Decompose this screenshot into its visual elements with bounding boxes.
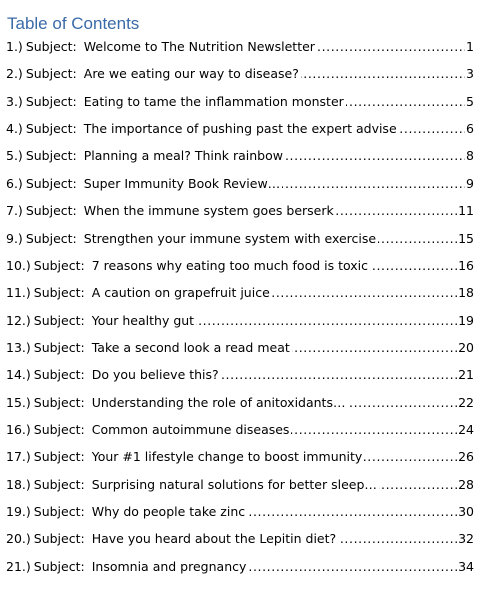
- toc-entry[interactable]: [6, 421, 474, 439]
- entry-page-number: 34: [458, 558, 474, 574]
- entry-page-number: 22: [458, 394, 474, 410]
- entry-page-number: 11: [458, 203, 474, 219]
- entry-topic: Have you heard about the Lepitin diet?: [91, 531, 337, 547]
- entry-page-number: 28: [458, 476, 474, 492]
- entry-number: 18.): [6, 476, 31, 492]
- entry-topic: Eating to tame the inflammation monster: [83, 93, 344, 109]
- entry-number: 13.): [6, 339, 31, 355]
- entry-subject-label: Subject:: [25, 66, 77, 82]
- entry-text: [6, 231, 378, 246]
- entry-page-number: 20: [458, 339, 474, 355]
- entry-text: [6, 121, 399, 136]
- entry-text: [6, 531, 338, 546]
- entry-subject-label: Subject:: [33, 504, 85, 519]
- toc-entry[interactable]: [6, 448, 474, 466]
- entry-subject-label: Subject:: [33, 257, 85, 273]
- entry-page-number: 15: [458, 230, 474, 246]
- entry-text: [6, 39, 317, 54]
- toc-entry[interactable]: [6, 257, 474, 275]
- entry-subject-label: Subject:: [33, 558, 85, 574]
- entry-subject-label: Subject:: [33, 421, 85, 437]
- entry-subject-label: Subject:: [25, 175, 77, 191]
- entry-text: [6, 94, 346, 109]
- entry-subject-label: Subject:: [33, 531, 85, 547]
- entry-subject-label: Subject:: [25, 148, 77, 164]
- entry-page-number: 18: [458, 285, 474, 301]
- toc-entry[interactable]: [6, 93, 474, 111]
- entry-topic: 7 reasons why eating too much food is toxic: [91, 257, 369, 273]
- entry-subject-label: Subject:: [33, 367, 85, 383]
- entry-text: [6, 395, 347, 410]
- toc-title: Table of Contents: [7, 14, 140, 33]
- entry-subject-label: Subject:: [25, 230, 77, 246]
- toc-entry[interactable]: [6, 230, 474, 248]
- toc-entry[interactable]: [6, 120, 474, 138]
- entry-subject-label: Subject:: [25, 121, 77, 137]
- toc-entry[interactable]: [6, 558, 474, 576]
- entry-page-number: 1: [466, 39, 474, 54]
- entry-topic: Understanding the role of anitoxidants…: [91, 394, 346, 410]
- entry-topic: Surprising natural solutions for better sleep…: [91, 476, 377, 492]
- entry-number: 6.): [6, 175, 23, 191]
- entry-number: 20.): [6, 531, 31, 547]
- entry-text: [6, 66, 301, 81]
- entry-subject-label: Subject:: [33, 339, 85, 355]
- entry-number: 10.): [6, 257, 31, 273]
- toc-entry[interactable]: [6, 65, 474, 83]
- toc-entry[interactable]: [6, 312, 474, 330]
- toc-entry[interactable]: [6, 38, 474, 56]
- entry-text: [6, 367, 221, 382]
- entry-text: [6, 176, 282, 191]
- entry-text: [6, 285, 272, 300]
- entry-text: [6, 559, 248, 574]
- entry-number: 17.): [6, 449, 31, 465]
- toc-entry[interactable]: [6, 530, 474, 548]
- entry-page-number: 8: [466, 148, 474, 164]
- toc-entry[interactable]: [6, 147, 474, 165]
- entry-page-number: 3: [466, 66, 474, 82]
- entry-topic: Do you believe this?: [91, 367, 219, 383]
- entry-number: 1.): [6, 39, 23, 54]
- toc-entry[interactable]: [6, 394, 474, 412]
- entry-text: [6, 477, 379, 492]
- entry-subject-label: Subject:: [25, 203, 77, 219]
- entry-subject-label: Subject:: [33, 476, 85, 492]
- entry-number: 7.): [6, 203, 23, 219]
- entry-text: [6, 422, 291, 437]
- toc-entry[interactable]: [6, 339, 474, 357]
- entry-text: [6, 313, 196, 328]
- entry-topic: Take a second look a read meat: [91, 339, 290, 355]
- toc-entry[interactable]: [6, 175, 474, 193]
- entry-subject-label: Subject:: [33, 285, 85, 301]
- entry-number: 21.): [6, 558, 31, 574]
- entry-number: 12.): [6, 312, 31, 328]
- entry-number: 2.): [6, 66, 23, 82]
- entry-number: 14.): [6, 367, 31, 383]
- entry-topic: Strengthen your immune system with exercise: [83, 230, 377, 246]
- entry-page-number: 24: [458, 421, 474, 437]
- entry-topic: Super Immunity Book Review…: [83, 175, 281, 191]
- entry-subject-label: Subject:: [25, 93, 77, 109]
- entry-topic: Your #1 lifestyle change to boost immunity: [91, 449, 363, 465]
- toc-entry[interactable]: [6, 202, 474, 220]
- entry-page-number: 6: [466, 121, 474, 137]
- entry-topic: Insomnia and pregnancy: [91, 558, 247, 574]
- toc-entry[interactable]: [6, 503, 474, 521]
- entry-text: [6, 203, 336, 218]
- entry-page-number: 5: [466, 93, 474, 109]
- entry-topic: A caution on grapefruit juice: [91, 285, 270, 301]
- toc-entry[interactable]: [6, 476, 474, 494]
- entry-topic: The importance of pushing past the expert advise: [83, 121, 397, 137]
- entry-topic: When the immune system goes berserk: [83, 203, 334, 219]
- entry-number: 11.): [6, 285, 31, 301]
- entry-page-number: 26: [458, 449, 474, 465]
- entry-number: 16.): [6, 421, 31, 437]
- entry-topic: Welcome to The Nutrition Newsletter: [83, 39, 315, 54]
- entry-number: 19.): [6, 504, 31, 519]
- entry-text: [6, 258, 370, 273]
- entry-page-number: 21: [458, 367, 474, 383]
- entry-number: 3.): [6, 93, 23, 109]
- entry-number: 4.): [6, 121, 23, 137]
- entry-subject-label: Subject:: [33, 449, 85, 465]
- entry-topic: Why do people take zinc: [91, 504, 246, 519]
- entry-subject-label: Subject:: [33, 312, 85, 328]
- toc-entry[interactable]: [6, 284, 474, 302]
- entry-page-number: 32: [458, 531, 474, 547]
- entry-page-number: 16: [458, 257, 474, 273]
- entry-topic: Planning a meal? Think rainbow: [83, 148, 283, 164]
- entry-text: [6, 340, 292, 355]
- entry-subject-label: Subject:: [33, 394, 85, 410]
- entry-page-number: 19: [458, 312, 474, 328]
- entry-text: [6, 504, 247, 519]
- entry-topic: Your healthy gut: [91, 312, 195, 328]
- entry-page-number: 9: [466, 175, 474, 191]
- toc-entry[interactable]: [6, 366, 474, 384]
- entry-text: [6, 148, 285, 163]
- entry-topic: Common autoimmune diseases: [91, 421, 290, 437]
- entry-number: 9.): [6, 230, 23, 246]
- entry-number: 15.): [6, 394, 31, 410]
- entry-page-number: 30: [458, 504, 474, 519]
- entry-subject-label: Subject:: [25, 39, 77, 54]
- entry-number: 5.): [6, 148, 23, 164]
- entry-topic: Are we eating our way to disease?: [83, 66, 299, 82]
- entry-text: [6, 449, 364, 464]
